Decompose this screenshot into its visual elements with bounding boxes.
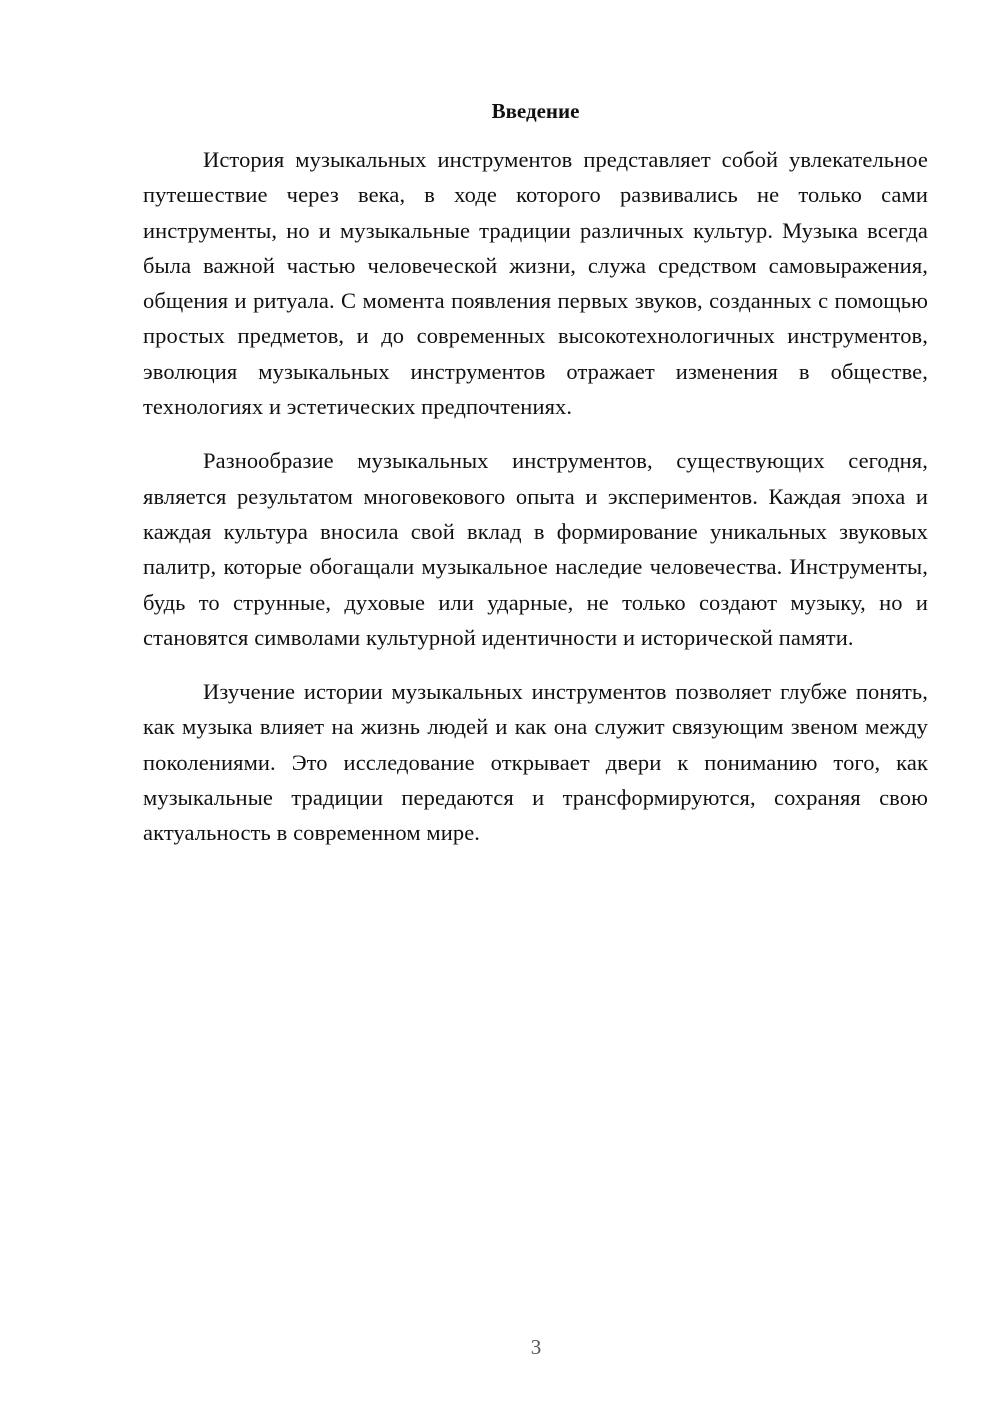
paragraph-2: Разнообразие музыкальных инструментов, существующих сегодня, является результатом многовекового опыта и экспериментов. Каждая эпоха и каждая культура вносила свой вклад в формирование уникальных звуковых палитр, которые обогащали музыкальное наследие человечества. Инструменты, будь то струнные, духовые или ударные, не только создают музыку, но и становятся символами культурной идентичности и исторической памяти. bbox=[143, 448, 928, 650]
paragraph-3: Изучение истории музыкальных инструментов позволяет глубже понять, как музыка влияет на жизнь людей и как она служит связующим звеном между поколениями. Это исследование открывает двери к пониманию того, как музыкальные традиции передаются и трансформируются, сохраняя свою актуальность в современном мире. bbox=[143, 679, 928, 846]
paragraph-1: История музыкальных инструментов представляет собой увлекательное путешествие через века, в ходе которого развивались не только сами инструменты, но и музыкальные традиции различных культур. Музыка всегда была важной частью человеческой жизни, служа средством самовыражения, общения и ритуала. С момента появления первых звуков, созданных с помощью простых предметов, и до современных высокотехнологичных инструментов, эволюция музыкальных инструментов отражает изменения в обществе, технологиях и эстетических предпочтениях. bbox=[143, 147, 928, 420]
page-number: 3 bbox=[530, 1335, 542, 1359]
section-heading: Введение bbox=[491, 99, 580, 123]
page-content bbox=[143, 96, 928, 870]
